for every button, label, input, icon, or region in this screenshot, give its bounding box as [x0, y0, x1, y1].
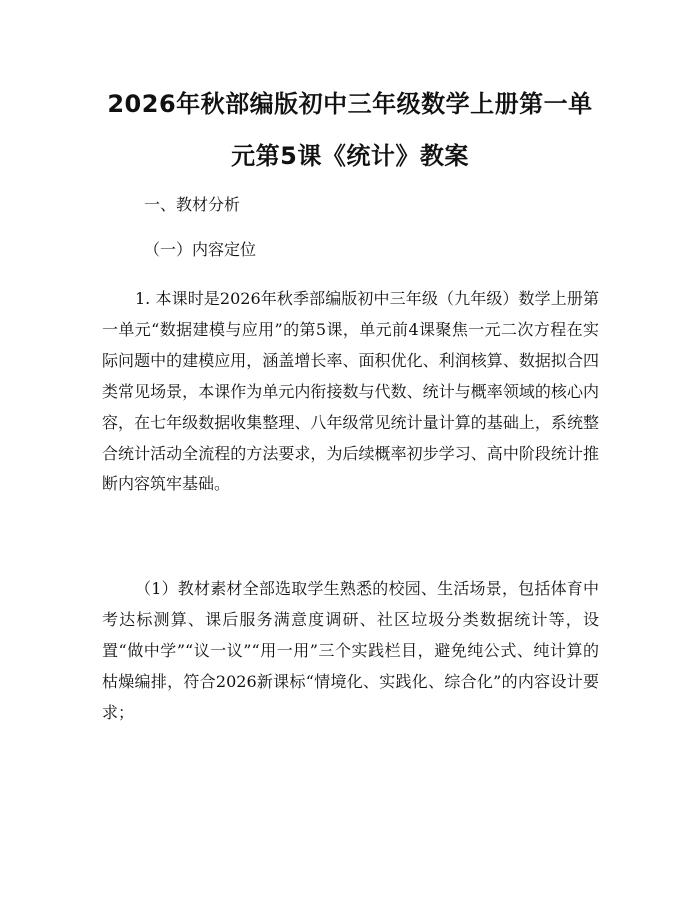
body-paragraph-1: 1. 本课时是2026年秋季部编版初中三年级（九年级）数学上册第一单元“数据建模与应用”的第5课，单元前4课聚焦一元二次方程在实际问题中的建模应用，涵盖增长率、面积优化、利润核算、数据拟合四类常见场景，本课作为单元内衔接数与代数、统计与概率领域的核心内容，在七年级数据收集整理、八年级常见统计量计算的基础上，系统整合统计活动全流程的方法要求，为后续概率初步学习、高中阶段统计推断内容筑牢基础。: [102, 289, 599, 494]
document-title: 2026年秋部编版初中三年级数学上册第一单元第5课《统计》教案: [107, 90, 593, 170]
subsection-heading: （一）内容定位: [144, 240, 257, 259]
section-heading: 一、教材分析: [144, 195, 241, 214]
body-paragraph-2: （1）教材素材全部选取学生熟悉的校园、生活场景，包括体育中考达标测算、课后服务满意度调研、社区垃圾分类数据统计等，设置“做中学”“议一议”“用一用”三个实践栏目，避免纯公式、纯计算的枯燥编排，符合2026新课标“情境化、实践化、综合化”的内容设计要求；: [102, 579, 599, 722]
